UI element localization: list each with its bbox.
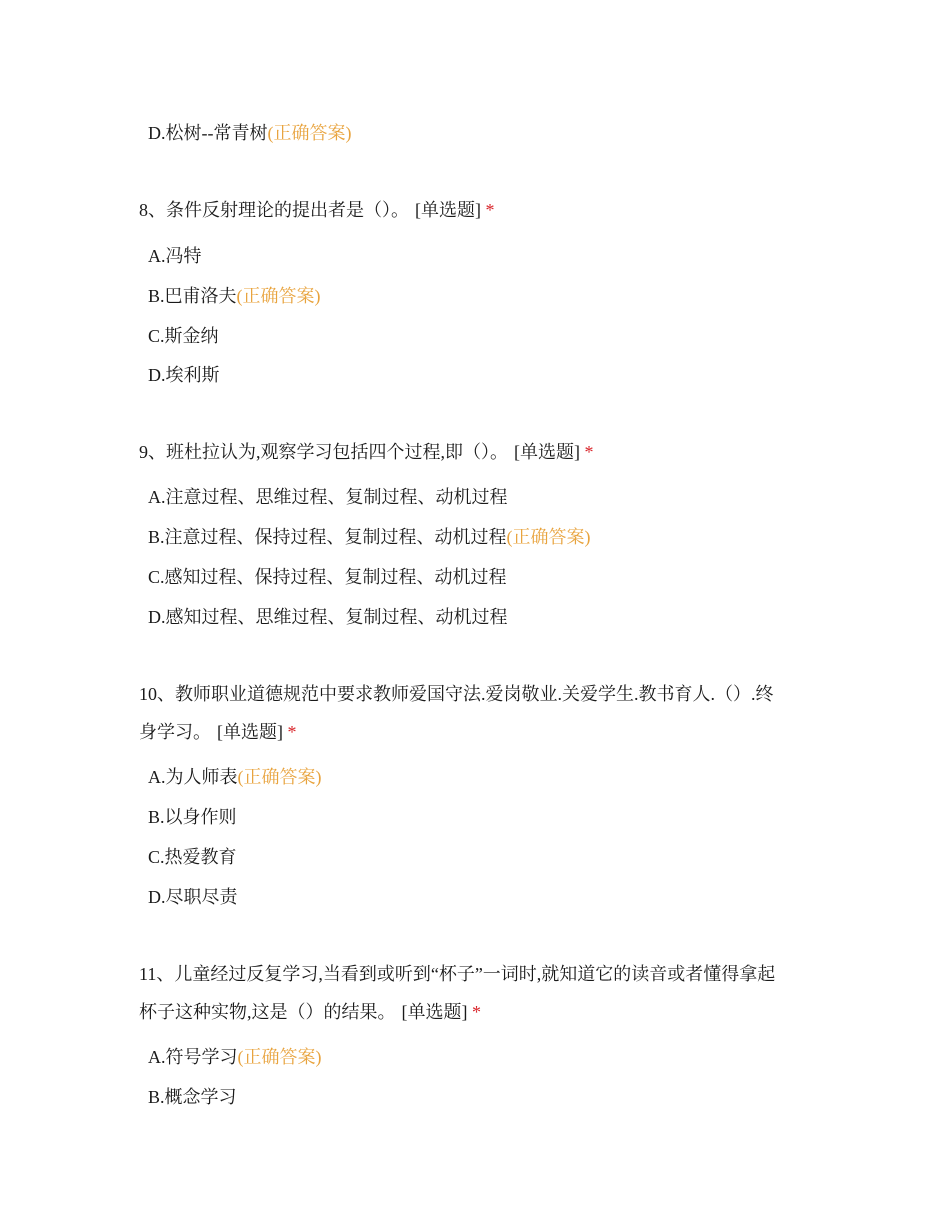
question-9-option-c — [148, 565, 507, 589]
question-text: 身学习。 — [139, 722, 211, 742]
question-10-option-c — [148, 845, 237, 869]
required-marker: * — [485, 200, 495, 220]
question-11-title-line-1 — [139, 962, 775, 986]
question-8-option-b — [148, 284, 321, 308]
question-text: 9、班杜拉认为,观察学习包括四个过程,即（）。 — [139, 442, 508, 462]
question-type-label: [单选题] — [217, 722, 283, 742]
option-text: A.注意过程、思维过程、复制过程、动机过程 — [148, 487, 508, 507]
option-text: D.感知过程、思维过程、复制过程、动机过程 — [148, 607, 508, 627]
option-text: B.注意过程、保持过程、复制过程、动机过程 — [148, 527, 507, 547]
question-text: 杯子这种实物,这是（）的结果。 — [139, 1002, 396, 1022]
question-10-title-line-2 — [139, 720, 297, 744]
question-10-option-d — [148, 885, 238, 909]
question-9-option-a — [148, 485, 508, 509]
correct-answer-tag: (正确答案) — [506, 527, 591, 547]
question-type-label: [单选题] — [514, 442, 580, 462]
question-8-option-a — [148, 244, 202, 268]
option-text: C.热爱教育 — [148, 847, 237, 867]
option-text: D.尽职尽责 — [148, 887, 238, 907]
option-text: B.以身作则 — [148, 807, 237, 827]
question-9-option-d — [148, 605, 508, 629]
option-text: C.斯金纳 — [148, 326, 219, 346]
question-type-label: [单选题] — [415, 200, 481, 220]
question-11-option-b — [148, 1085, 237, 1109]
required-marker: * — [472, 1002, 481, 1022]
option-text: D.埃利斯 — [148, 365, 220, 385]
option-text: B.概念学习 — [148, 1087, 237, 1107]
question-8-title — [139, 198, 495, 222]
option-text: A.冯特 — [148, 246, 202, 266]
correct-answer-tag: (正确答案) — [237, 767, 322, 787]
question-11-option-a — [148, 1045, 322, 1069]
question-8-option-d — [148, 363, 220, 387]
question-text: 11、儿童经过反复学习,当看到或听到“杯子”一词时,就知道它的读音或者懂得拿起 — [139, 964, 776, 984]
required-marker: * — [287, 722, 297, 742]
question-11-title-line-2 — [139, 1000, 481, 1024]
question-9-option-b — [148, 525, 591, 549]
question-type-label: [单选题] — [401, 1002, 468, 1022]
question-text: 10、教师职业道德规范中要求教师爱国守法.爱岗敬业.关爱学生.教书育人.（）.终 — [139, 684, 774, 704]
correct-answer-tag: (正确答案) — [236, 286, 321, 306]
prev-question-option-d — [148, 121, 352, 145]
correct-answer-tag: (正确答案) — [237, 1047, 322, 1067]
option-text: A.为人师表 — [148, 767, 238, 787]
question-10-option-a — [148, 765, 322, 789]
option-text: C.感知过程、保持过程、复制过程、动机过程 — [148, 567, 507, 587]
question-10-option-b — [148, 805, 237, 829]
question-10-title-line-1 — [139, 682, 774, 706]
question-text: 8、条件反射理论的提出者是（）。 — [139, 200, 409, 220]
question-8-option-c — [148, 324, 219, 348]
option-text: D.松树--常青树 — [148, 123, 268, 143]
option-text: A.符号学习 — [148, 1047, 238, 1067]
required-marker: * — [584, 442, 594, 462]
question-9-title — [139, 440, 594, 464]
option-text: B.巴甫洛夫 — [148, 286, 237, 306]
correct-answer-tag: (正确答案) — [267, 123, 352, 143]
